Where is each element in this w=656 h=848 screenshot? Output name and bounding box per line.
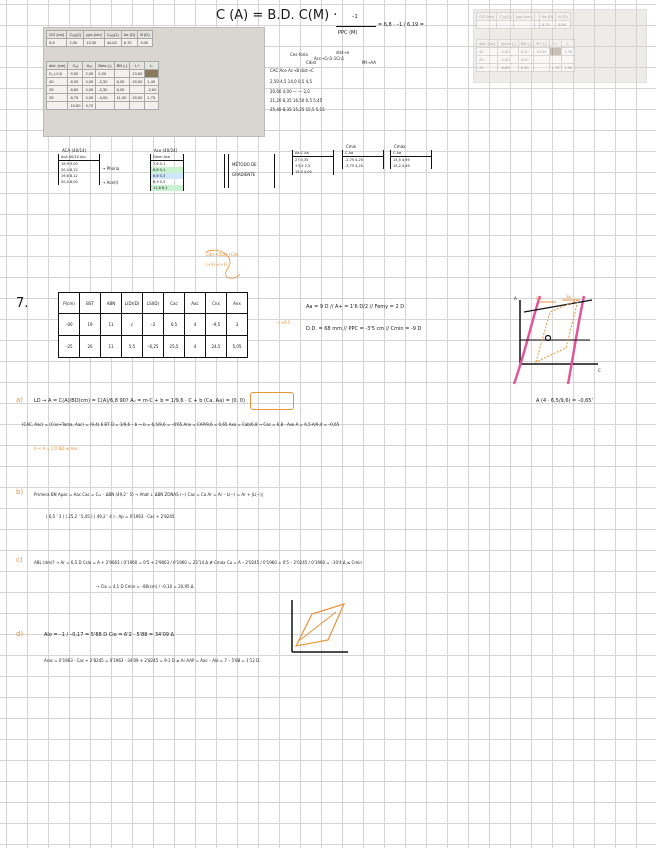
method-line: GRADIENTE xyxy=(232,172,256,177)
mini-note: → Ace(l) xyxy=(102,180,119,185)
cell: 1,00 xyxy=(562,64,575,72)
part-a-line1-right: A (4 · 6,5/9,6) = –0,65' xyxy=(536,398,593,404)
note-label: dist→e xyxy=(336,50,350,55)
cell: Aac xyxy=(185,293,206,314)
cell: ABN xyxy=(101,293,122,314)
zone-diagram xyxy=(514,296,598,384)
cell: Cac xyxy=(164,293,185,314)
header-fraction-den: PPC (M) xyxy=(338,30,358,36)
cell: Anx xyxy=(227,293,248,314)
cell: Cₒₓₓ(1) xyxy=(67,31,84,39)
mini-row: -3,75 4,25 xyxy=(345,164,363,168)
cell: 25 xyxy=(47,94,68,102)
cell: Ae (D) xyxy=(539,13,556,21)
cell: P(cm) xyxy=(59,293,80,314)
note-label: Mt→AA xyxy=(362,60,376,65)
note-line: 20,60 4,00 — — 2,0 xyxy=(270,89,310,94)
mini-row: 7,6 0,1 xyxy=(153,162,166,166)
cell: –6,25 xyxy=(143,336,164,358)
part-c-line2: → Clo = 4,1 D Cmin = –80(cm) / –0,10 = 20,95 Δ xyxy=(96,584,194,589)
cell: -0,80 xyxy=(498,48,518,56)
cell: –00 xyxy=(59,314,80,336)
cell: GG (cm) xyxy=(47,31,67,39)
problem7-eq1: Aa = 9 D // A+ = 1'6 D/2 // Femy = 2 D xyxy=(306,304,405,310)
cell: 2,00 xyxy=(96,70,114,78)
cell: 25 xyxy=(477,64,498,72)
cell: 15,00 xyxy=(130,78,145,86)
mini-row: 11,6 6,1 xyxy=(151,185,183,191)
cell: 4,00 xyxy=(83,86,96,94)
cell: 4,00 xyxy=(83,78,96,86)
cell: 24,5 xyxy=(206,336,227,358)
mini-row: 20,4 8,12 xyxy=(61,168,78,172)
part-a-line3: 0 < A = 1'2 ND ≤ Aac xyxy=(34,446,78,451)
problem7-eq2: D.D. = 68 mm // PPC = -3'5 cm // Cmin = -9 D xyxy=(306,326,422,332)
mini-header: C Aa xyxy=(343,150,383,157)
mini-row: 20,0 8,00 xyxy=(61,180,78,184)
part-c-label: c) xyxy=(16,556,23,564)
cell: Cnx xyxy=(206,293,227,314)
cell: dist. (cm) xyxy=(47,62,68,70)
cell: 1,75 xyxy=(549,64,562,72)
side-note: → +6,5 xyxy=(276,320,291,325)
cell: Vpmx (-) xyxy=(498,40,518,48)
mini-header: Dmm Ace xyxy=(151,154,183,161)
orange-curve xyxy=(206,250,240,278)
mini-row: +3,5 2,5 xyxy=(295,164,311,168)
part-a-line1: LD ⇒ A = C(A)/BD(cm) = C(A)/6,8 90? A₀ = m·C + b = 1/9,6 · C + b (Ca, Aa) = (0, 0) xyxy=(34,398,245,404)
part-b-line2: ( 6,5 ' 3 ) ( 25,2 ' 5,45 ) ( 49,2 ' 4 ) . Ap = 0'1963 · Cac + 2'8245 xyxy=(46,514,175,519)
orange-scribble: Cdo→Cbon+Cdo xyxy=(206,252,239,257)
diagram-label-h1: Cp xyxy=(536,296,542,301)
cell: dist. (cm) xyxy=(477,40,498,48)
cell: D_L2,5 xyxy=(47,70,68,78)
diagram-label-h2: Sp xyxy=(566,294,572,299)
cell: 20 xyxy=(80,336,101,358)
mini-title: Ace (40/24) xyxy=(154,148,178,153)
cell: Cₒₓ xyxy=(68,62,83,70)
highlight-box xyxy=(250,392,294,410)
cell: BT (-) xyxy=(534,40,549,48)
part-b-line1: Primera BN Apac = Aac Cac = Cₜₐ – ΔBN (49,2 ' 5) → Ahat ↓ ΔBN ZONAS (−) Cac = Ca Ar = Ar – L(−) = Ar + |L(−)| xyxy=(34,492,264,497)
mini-row: 27 0,35 xyxy=(295,158,309,162)
cell: 8,00 xyxy=(518,48,534,56)
cell: BN (-) xyxy=(114,62,130,70)
cell: 8,75 xyxy=(68,94,83,102)
mini-row: 19,6 8,12 xyxy=(61,174,78,178)
cell: 2,50 xyxy=(67,39,84,47)
cell: 3 xyxy=(227,314,248,336)
cell: 25 xyxy=(47,86,68,94)
cell: 6,00 xyxy=(114,78,130,86)
cell: 4 xyxy=(185,314,206,336)
cell: GG (cm) xyxy=(477,13,497,21)
cell: 1,75 xyxy=(145,94,159,102)
mini-header: Aa C Aa xyxy=(293,150,333,157)
mini-title: ACA (40/14) xyxy=(62,148,87,153)
cell: 11,00 xyxy=(114,94,130,102)
cell: 6,5 xyxy=(164,314,185,336)
note-line: CAC Ace Ac→B dist→C xyxy=(270,68,314,73)
mini-note: → Phoria xyxy=(102,166,120,171)
note-line: 21,20 6,35 16,50 0,5 5,45 xyxy=(270,98,323,103)
diagram-label-a: A xyxy=(514,296,517,301)
cell: L- xyxy=(145,62,159,70)
cell: Cₒₓₓ(1) xyxy=(104,31,121,39)
cell: 2,00 xyxy=(83,70,96,78)
cell: 1,40 xyxy=(145,78,159,86)
cell: -4,00 xyxy=(96,94,114,102)
cell: 9,00 xyxy=(68,70,83,78)
cell: L+ xyxy=(130,62,145,70)
cell: 40 xyxy=(477,48,498,56)
cell: 10,60 xyxy=(68,102,83,110)
cell: ppc (cm) xyxy=(84,31,105,39)
cell: 10,00 xyxy=(534,48,549,56)
cell: 13,60 xyxy=(130,70,145,78)
method-line: MÉTODO DE xyxy=(232,162,257,167)
mini-row: 15,0 4,00 xyxy=(295,170,312,174)
cell: 11 xyxy=(101,314,122,336)
cell: L(D)(D) xyxy=(122,293,143,314)
cell: L- xyxy=(562,40,575,48)
part-b-label: b) xyxy=(16,488,24,496)
mini-row: 6,9 0,3 xyxy=(153,180,166,184)
cell: Aₒₓ xyxy=(83,62,96,70)
cell: LSI(D) xyxy=(143,293,164,314)
cell: 1,35 xyxy=(562,48,575,56)
note-label: Ces-foria xyxy=(290,52,308,57)
cell: –25 xyxy=(59,336,80,358)
cell: ppc (cm) xyxy=(514,13,535,21)
cell: 11 xyxy=(101,336,122,358)
cell: Beta (-) xyxy=(96,62,114,70)
mini-title: Cmáx xyxy=(394,144,406,149)
mini-row: 19,9 9,00 xyxy=(61,162,78,166)
cell: BST xyxy=(80,293,101,314)
cell: 6,70 xyxy=(121,39,138,47)
mini-row: 6,6 0,3 xyxy=(151,173,183,179)
cell: B (D) xyxy=(138,31,152,39)
note-line: 2,50 4,5 14,0 0,5 4,5 xyxy=(270,79,312,84)
cell: -0,85 xyxy=(498,64,518,72)
cell: 8,60 xyxy=(68,86,83,94)
cell: 6,70 xyxy=(539,21,556,29)
cell: 4,00 xyxy=(83,94,96,102)
cell: 5,8 xyxy=(47,39,67,47)
cell: 25,5 xyxy=(164,336,185,358)
mini-row: -2,75 4,25 xyxy=(345,158,363,162)
cell: B (D) xyxy=(556,13,570,21)
cell: –2 xyxy=(143,314,164,336)
header-fraction-num: –1 xyxy=(352,14,358,20)
cell: 5,05 xyxy=(227,336,248,358)
cell: 4 xyxy=(185,336,206,358)
cell: c xyxy=(122,314,143,336)
mini-header: AcA 40/14 Acc xyxy=(59,154,99,161)
cell: BN (-) xyxy=(518,40,534,48)
header-result: = 6,8 · –1 / 6,19 = xyxy=(378,22,424,28)
cell: 6,00 xyxy=(114,86,130,94)
cell: 15,00 xyxy=(130,94,145,102)
cell: -2,32 xyxy=(96,78,114,86)
cell: 19 xyxy=(80,314,101,336)
header-formula: C (A) = B.D. C(M) · xyxy=(216,8,338,23)
mini-row: 8,8 0,1 xyxy=(151,167,183,173)
part-c-line1: ABL (dm)? → Ar = 6,5 D Cslo = A + 2'9663 / 0'1960 = 0'5 + 2'9663 / 0'1960 = 23'14 Δ ∉ Cmáx Cu = A – 2'0245 / 0'1960 = 0'5 – 2'0245 / 0'1960 = –10'4 Δ ≤ Cmin xyxy=(34,560,362,565)
cell: -2,60 xyxy=(145,86,159,94)
part-a-label: a) xyxy=(16,396,24,404)
cell: 25 xyxy=(477,56,498,64)
problem-number: 7. xyxy=(16,296,29,311)
cell: –9,5 xyxy=(206,314,227,336)
note-label: Cdist xyxy=(306,60,317,65)
cell: Cₒₓₓ(1) xyxy=(497,13,514,21)
sketch-d xyxy=(292,600,348,652)
part-d-line2: Arac = 0'1963 · Cac + 2'8245 = 0'1963 · 34'09 + 2'8245 = 9·1 D ≥ Ar AAP = Aac – Alo = 7 – 5'88 = 1'12 D . xyxy=(44,658,262,663)
orange-scribble: (+1)→(+1) xyxy=(206,262,228,267)
cell: -0,80 xyxy=(498,56,518,64)
part-d-label: d) xyxy=(16,630,24,638)
diagram-label-c: C xyxy=(598,368,601,373)
cell: 44,62 xyxy=(104,39,121,47)
cell: 13,00 xyxy=(84,39,105,47)
cell: -2,30 xyxy=(96,86,114,94)
cell: L+ xyxy=(549,40,562,48)
note-label: Acc→Cn1-1Cn1 xyxy=(314,56,345,61)
cell: Ae (D) xyxy=(121,31,138,39)
cell: 4,70 xyxy=(83,102,96,110)
cell: 40 xyxy=(47,78,68,86)
part-a-line2: (CAC, Aac) = (Cno+Toma, Aac) = (9,4) 6 BT D = 1/9,6 – b → b = 6,5/9,6 = –0'65 Anx = CAP/9,6 = 0,65 Axo = Cab/6,8 → Cac = 6,8 · Axo A = 6,5·A/9,4 = –0,65 xyxy=(22,422,340,427)
cell: 6,00 xyxy=(518,56,534,64)
cell: 5,5 xyxy=(122,336,143,358)
part-d-line1: Alo = –1 / –0,17 = 5'88 D Cio = 6'2 · 5'88 = 34'09 Δ xyxy=(44,632,174,638)
cell: 8,90 xyxy=(556,21,570,29)
note-line: 25,40 8,35 15,25 15,5 5,15 xyxy=(270,107,325,112)
mini-row: 15,2 4,45 xyxy=(393,164,410,168)
mini-title: Cmin xyxy=(346,144,357,149)
cell: 8,00 xyxy=(518,64,534,72)
mini-row: 13,5 4,95 xyxy=(393,158,410,162)
cell: 9,00 xyxy=(138,39,152,47)
mini-header: C Aa xyxy=(391,150,431,157)
cell: 8,90 xyxy=(68,78,83,86)
